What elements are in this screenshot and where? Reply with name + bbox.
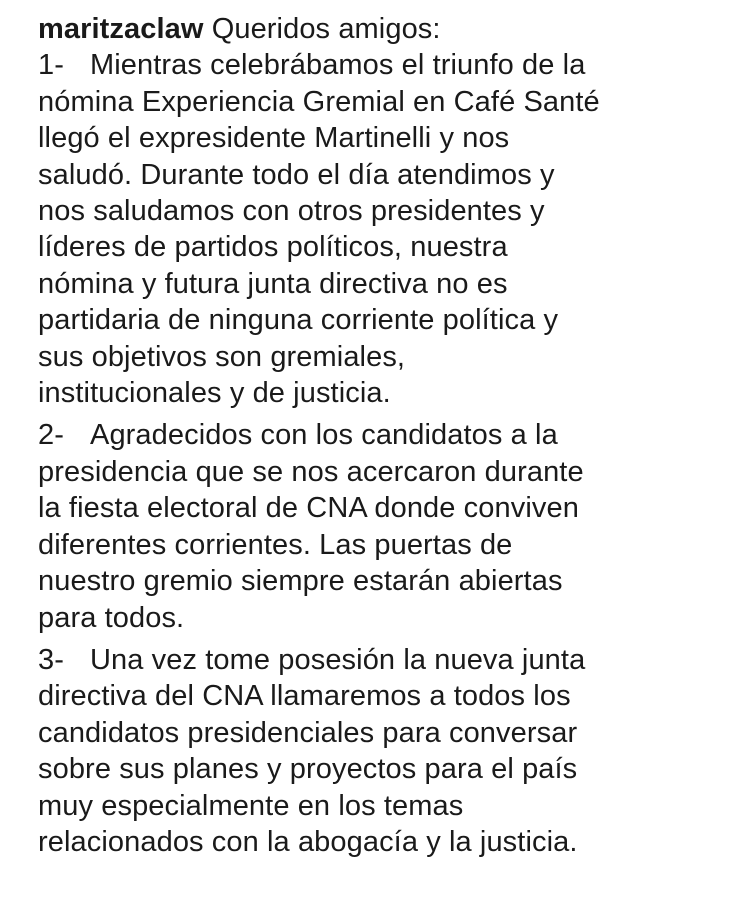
paragraph-2-line-1 [38,417,708,453]
caption-line: saludó. Durante todo el día atendimos y [38,158,555,191]
caption-line: nómina Experiencia Gremial en Café Santé [38,85,600,118]
greeting-text: Queridos amigos: [211,13,441,45]
paragraph-1-line-1 [38,47,708,83]
caption-line: líderes de partidos políticos, nuestra [38,231,508,264]
caption-line: institucionales y de justicia. [38,377,391,410]
caption-header [38,11,708,47]
caption-line: nuestro gremio siempre estarán abiertas [38,565,563,598]
paragraph-3-number: 3- [38,643,64,676]
paragraph-1 [38,47,708,411]
caption-line: directiva del CNA llamaremos a todos los [38,680,571,713]
caption-line: muy especialmente en los temas [38,789,464,822]
paragraph-2 [38,417,708,635]
caption-line: para todos. [38,601,185,634]
paragraph-3 [38,642,708,860]
caption-line: Mientras celebrábamos el triunfo de la [90,49,586,82]
paragraph-2-number: 2- [38,419,64,452]
paragraph-1-number: 1- [38,49,64,82]
caption-line: llegó el expresidente Martinelli y nos [38,122,510,155]
caption-line: partidaria de ninguna corriente política y [38,304,559,337]
caption-line: diferentes corrientes. Las puertas de [38,528,513,561]
paragraph-3-line-1 [38,642,708,678]
caption-line: sobre sus planes y proyectos para el país [38,753,578,786]
caption-line: Una vez tome posesión la nueva junta [90,643,586,676]
caption-line: presidencia que se nos acercaron durante [38,455,584,488]
caption-line: candidatos presidenciales para conversar [38,716,578,749]
username-link[interactable]: maritzaclaw [38,13,204,45]
post-caption [38,11,708,860]
caption-line: nos saludamos con otros presidentes y [38,195,545,228]
caption-line: Agradecidos con los candidatos a la [90,419,558,452]
caption-line: relacionados con la abogacía y la justicia. [38,825,578,858]
caption-line: sus objetivos son gremiales, [38,340,406,373]
caption-line: nómina y futura junta directiva no es [38,267,508,300]
caption-line: la fiesta electoral de CNA donde conviven [38,492,579,525]
